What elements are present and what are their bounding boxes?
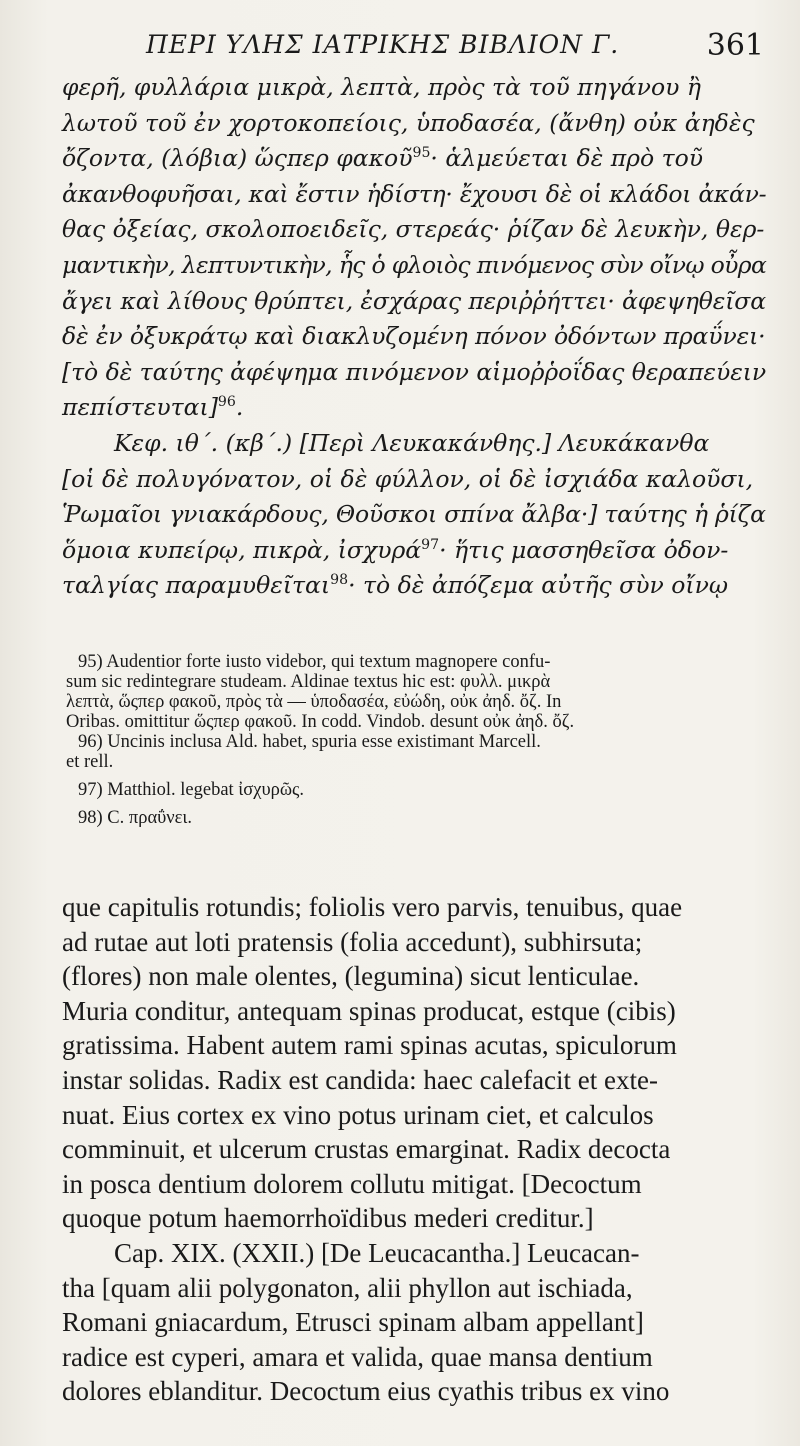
footnote-line	[66, 780, 766, 800]
greek-line	[62, 355, 766, 391]
footnote-line-text: 95) Audentior forte iusto videbor, qui textum magnopere confu-	[78, 652, 551, 672]
footnote-line	[66, 808, 766, 828]
latin-line	[62, 1271, 766, 1306]
greek-line-text: ἀκανθοφυῆσαι, καὶ ἔστιν ἡδίστη· ἔχουσι δὲ οἱ κλάδοι ἀκάν-	[62, 179, 767, 208]
latin-line	[62, 1340, 766, 1375]
latin-line-text: in posca dentium dolorem collutu mitigat. [Decoctum	[62, 1168, 642, 1199]
latin-line	[62, 1028, 766, 1063]
greek-line-text: ὄζοντα, (λόβια) ὥςπερ φακοῦ	[62, 144, 413, 173]
footnote-line-text: sum sic redintegrare studeam. Aldinae textus hic est: φυλλ. μικρὰ	[66, 672, 551, 692]
latin-line-text: gratissima. Habent autem rami spinas acutas, spiculorum	[62, 1030, 677, 1061]
footnote-reference: 97	[421, 536, 440, 553]
greek-line-text: ἄγει καὶ λίθους θρύπτει, ἐσχάρας περιῤῥήττει· ἀφεψηθεῖσα	[62, 286, 766, 315]
greek-line-text: θας ὀξείας, σκολοποειδεῖς, στερεάς· ῥίζαν δὲ λευκὴν, θερ-	[62, 215, 765, 244]
footnote-line-text: et rell.	[66, 752, 114, 772]
greek-line-text: μαντικὴν, λεπτυντικὴν, ἧς ὁ φλοιὸς πινόμενος σὺν οἴνῳ οὖρα	[62, 250, 767, 279]
greek-line-text: [οἱ δὲ πολυγόνατον, οἱ δὲ φύλλον, οἱ δὲ ἰσχιάδα καλοῦσι,	[62, 464, 754, 493]
latin-line	[62, 1305, 766, 1340]
footnote-line-text: λεπτὰ, ὥςπερ φακοῦ, πρὸς τὰ — ὑποδασέα, εὐώδη, οὐκ ἀηδ. ὄζ. In	[66, 692, 562, 712]
latin-line-text: (flores) non male olentes, (legumina) sicut lenticulae.	[62, 961, 640, 992]
greek-line-text: πεπίστευται]	[62, 393, 218, 422]
footnote-line	[66, 672, 766, 692]
latin-line	[62, 1167, 766, 1202]
greek-line	[62, 70, 766, 106]
footnote-reference: 98	[330, 572, 349, 589]
latin-line	[62, 1236, 766, 1271]
footnote-line	[66, 652, 766, 672]
latin-line-text: dolores eblanditur. Decoctum eius cyathis tribus ex vino	[62, 1376, 670, 1407]
page-header	[60, 28, 770, 70]
latin-text-block	[62, 890, 766, 1409]
greek-line	[62, 177, 766, 213]
latin-line	[62, 890, 766, 925]
latin-line-text: radice est cyperi, amara et valida, quae mansa dentium	[62, 1341, 653, 1372]
greek-line-text-continued: · ἥτις μασσηθεῖσα ὀδον-	[439, 535, 729, 564]
greek-line	[62, 248, 766, 284]
footnote-line-text: 96) Uncinis inclusa Ald. habet, spuria esse existimant Marcell.	[78, 732, 541, 752]
latin-line-text: nuat. Eius cortex ex vino potus urinam ciet, et calculos	[62, 1099, 654, 1130]
greek-line-text: Ῥωμαῖοι γνιακάρδους, Θοῦσκοι σπίνα ἄλβα·] ταύτης ἡ ῥίζα	[62, 500, 766, 529]
greek-line-text: [τὸ δὲ ταύτης ἀφέψημα πινόμενον αἱμοῤῥοΐδας θεραπεύειν	[62, 357, 767, 386]
latin-line-text: Cap. XIX. (XXII.) [De Leucacantha.] Leucacan-	[114, 1237, 640, 1268]
latin-line-text: comminuit, et ulcerum crustas emarginat. Radix decocta	[62, 1134, 671, 1165]
greek-text-block	[62, 70, 766, 604]
latin-line-text: instar solidas. Radix est candida: haec calefacit et exte-	[62, 1064, 658, 1095]
greek-line	[62, 462, 766, 498]
latin-line	[62, 1201, 766, 1236]
latin-line-text: Romani gniacardum, Etrusci spinam albam appellant]	[62, 1307, 644, 1338]
greek-line	[62, 533, 766, 569]
latin-line	[62, 925, 766, 960]
footnote-line	[66, 732, 766, 752]
page-number: 361	[706, 28, 764, 63]
greek-line-text-continued: · τὸ δὲ ἀπόζεμα αὐτῆς σὺν οἴνῳ	[348, 571, 729, 600]
greek-line	[62, 284, 766, 320]
latin-line-text: tha [quam alii polygonaton, alii phyllon aut ischiada,	[62, 1272, 633, 1303]
greek-line-text-continued: · ἁλμεύεται δὲ πρὸ τοῦ	[430, 144, 704, 173]
running-title: ΠΕΡΙ ΥΛΗΣ ΙΑΤΡΙΚΗΣ ΒΙΒΛΙΟΝ Γ.	[146, 30, 620, 59]
latin-line-text: ad rutae aut loti pratensis (folia accedunt), subhirsuta;	[62, 926, 643, 957]
footnote-line	[66, 752, 766, 772]
latin-line	[62, 959, 766, 994]
footnote-line	[66, 712, 766, 732]
greek-line-text-continued: .	[235, 393, 244, 422]
greek-line-text: λωτοῦ τοῦ ἐν χορτοκοπείοις, ὑποδασέα, (ἄνθη) οὐκ ἀηδὲς	[62, 108, 755, 137]
greek-line	[62, 106, 766, 142]
latin-line-text: quoque potum haemorrhoïdibus mederi creditur.]	[62, 1203, 594, 1234]
latin-line	[62, 1063, 766, 1098]
greek-line-text: φερῆ, φυλλάρια μικρὰ, λεπτὰ, πρὸς τὰ τοῦ πηγάνου ἢ	[62, 73, 701, 101]
greek-line	[62, 141, 766, 177]
greek-line	[62, 426, 766, 462]
greek-line-text: ταλγίας παραμυθεῖται	[62, 571, 331, 600]
latin-line	[62, 994, 766, 1029]
latin-line	[62, 1374, 766, 1409]
footnote-reference: 96	[217, 394, 236, 411]
latin-line	[62, 1098, 766, 1133]
footnote-line-text: Oribas. omittitur ὥςπερ φακοῦ. In codd. Vindob. desunt οὐκ ἀηδ. ὄζ.	[66, 712, 575, 732]
footnote-line-text: 97) Matthiol. legebat ἰσχυρῶς.	[78, 780, 304, 800]
greek-line-text: ὅμοια κυπείρῳ, πικρὰ, ἰσχυρά	[62, 535, 422, 564]
greek-line-text: Κεφ. ιθ΄. (κβ΄.) [Περὶ Λευκακάνθης.] Λευκάκανθα	[114, 428, 710, 457]
latin-line	[62, 1132, 766, 1167]
latin-line-text: que capitulis rotundis; foliolis vero parvis, tenuibus, quae	[62, 892, 683, 922]
footnote-line-text: 98) C. πραΰνει.	[78, 808, 193, 828]
greek-line	[62, 497, 766, 533]
latin-line-text: Muria conditur, antequam spinas producat, estque (cibis)	[62, 995, 676, 1026]
greek-line	[62, 212, 766, 248]
footnote-reference: 95	[412, 145, 431, 162]
greek-line	[62, 319, 766, 355]
greek-line	[62, 390, 766, 426]
greek-line	[62, 568, 766, 604]
footnotes-block	[66, 652, 766, 828]
greek-line-text: δὲ ἐν ὀξυκράτῳ καὶ διακλυζομένη πόνον ὀδόντων πραΰνει·	[62, 322, 766, 351]
footnote-line	[66, 692, 766, 712]
